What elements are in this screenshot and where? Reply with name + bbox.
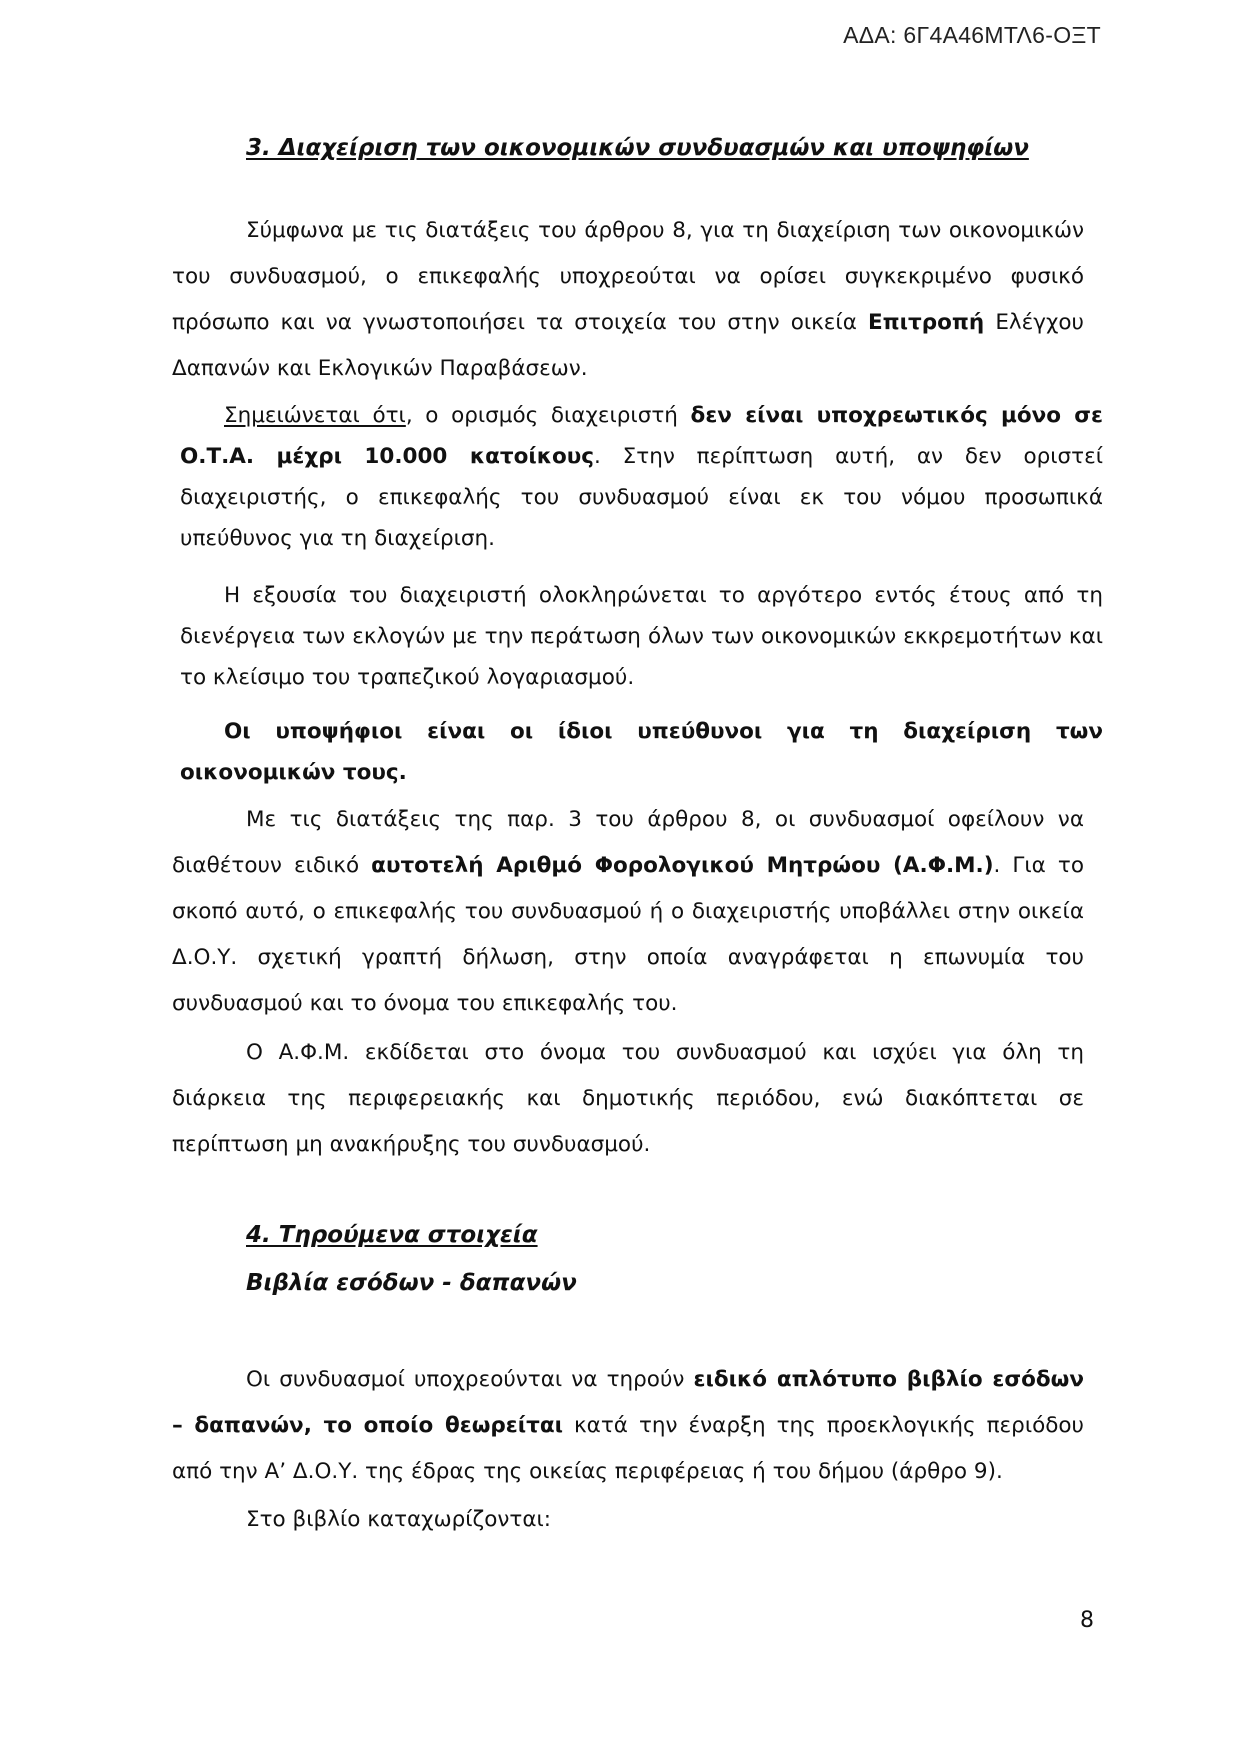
paragraph-3-2 xyxy=(180,395,1103,559)
p2-bold: δεν είναι υποχρεωτικός μόνο σε Ο.Τ.Α. μέχρι 10.000 κατοίκους xyxy=(180,403,1104,469)
paragraph-4-2 xyxy=(172,1497,1084,1543)
p2-end: . Στην περίπτωση αυτή, αν δεν οριστεί διαχειριστής, ο επικεφαλής του συνδυασμού είναι εκ του νόμου προσωπικά υπεύθυνος για τη διαχείριση. xyxy=(180,444,1103,551)
paragraph-4-1 xyxy=(172,1357,1084,1495)
paragraph-3-3 xyxy=(180,575,1103,698)
p5-a: Με τις διατάξεις της παρ. 3 του άρθρου 8, οι συνδυασμοί οφείλουν να διαθέτουν ειδικό xyxy=(172,807,1084,878)
p5-bold: αυτοτελή Αριθμό Φορολογικού Μητρώου (Α.Φ.Μ.) xyxy=(371,853,994,878)
p4-1-a: Οι συνδυασμοί υποχρεούνται να τηρούν xyxy=(246,1367,685,1392)
p3-text: Η εξουσία του διαχειριστή ολοκληρώνεται το αργότερο εντός έτους από τη διενέργεια των εκλογών με την περάτωση όλων των οικονομικών εκκρεμοτήτων και το κλείσιμο του τραπεζικού λογαριασμού. xyxy=(180,583,1103,690)
p4-bold: Οι υποψήφιοι είναι οι ίδιοι υπεύθυνοι για τη διαχείριση των οικονομικών τους. xyxy=(180,719,1103,785)
p5-end: . Για το σκοπό αυτό, ο επικεφαλής του συνδυασμού ή ο διαχειριστής υποβάλλει στην οικεία Δ.Ο.Υ. σχετική γραπτή δήλωση, στην οποία αναγράφεται η επωνυμία του συνδυασμού και το όνομα του επικεφαλής του. xyxy=(172,853,1084,1016)
p4-1-end: κατά την έναρξη της προεκλογικής περιόδου από την Α’ Δ.Ο.Υ. της έδρας της οικείας περιφέρειας ή του δήμου (άρθρο 9). xyxy=(172,1413,1084,1484)
p1-text: Σύμφωνα με τις διατάξεις του άρθρου 8, για τη διαχείριση των οικονομικών του συνδυασμού, ο επικεφαλής υποχρεούται να ορίσει συγκεκριμένο φυσικό πρόσωπο και να γνωστοποιήσει τα στοιχεία του στην οικεία xyxy=(172,218,1084,335)
p1-bold: Επιτροπή xyxy=(867,310,985,335)
section-4-title-text: 4. Τηρούμενα στοιχεία xyxy=(246,1222,538,1248)
ada-code: ΑΔΑ: 6Γ4Α46ΜΤΛ6-ΟΞΤ xyxy=(843,22,1101,48)
page-number: 8 xyxy=(1080,1608,1094,1633)
section-4-subtitle: Βιβλία εσόδων - δαπανών xyxy=(246,1270,577,1296)
p6-text: Ο Α.Φ.Μ. εκδίδεται στο όνομα του συνδυασμού και ισχύει για όλη τη διάρκεια της περιφερειακής και δημοτικής περιόδου, ενώ διακόπτεται σε περίπτωση μη ανακήρυξης του συνδυασμού. xyxy=(172,1040,1084,1157)
section-3-title xyxy=(246,135,1029,161)
p1-end: Ελέγχου Δαπανών και Εκλογικών Παραβάσεων. xyxy=(172,310,1084,381)
section-3-title-text: 3. Διαχείριση των οικονομικών συνδυασμών και υποψηφίων xyxy=(246,135,1029,161)
paragraph-3-4 xyxy=(180,711,1103,793)
p4-2-text: Στο βιβλίο καταχωρίζονται: xyxy=(246,1507,552,1532)
p2-a: , ο ορισμός διαχειριστή xyxy=(405,403,678,428)
section-4-title xyxy=(246,1222,538,1248)
paragraph-3-6 xyxy=(172,1030,1084,1168)
paragraph-3-1 xyxy=(172,208,1084,392)
paragraph-3-5 xyxy=(172,797,1084,1027)
p4-1-bold: ειδικό απλότυπο βιβλίο εσόδων – δαπανών, το οποίο θεωρείται xyxy=(172,1367,1084,1438)
p2-underlined: Σημειώνεται ότι xyxy=(224,403,406,428)
